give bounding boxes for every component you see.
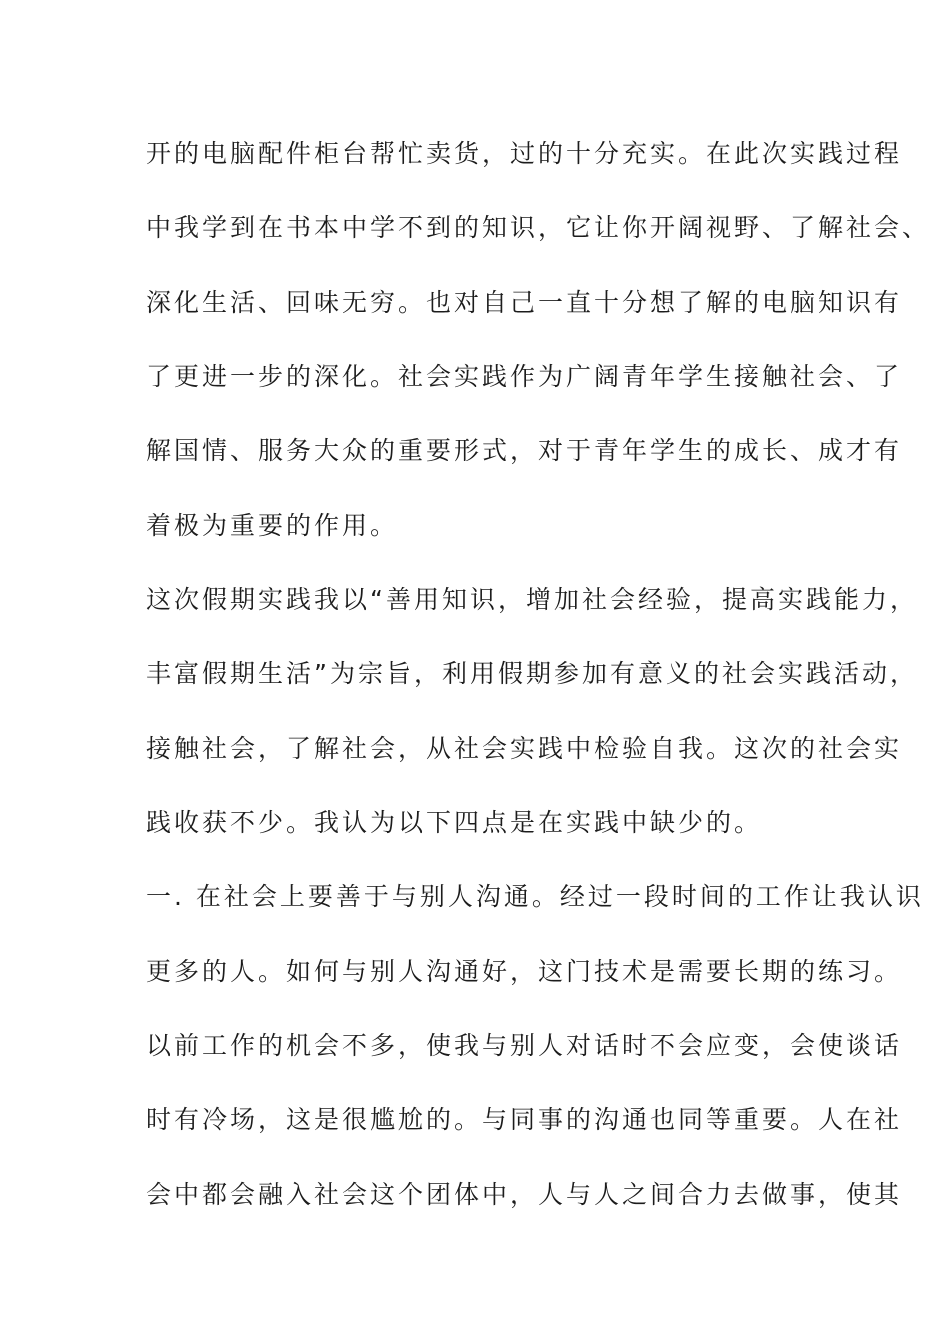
text-line: 丰富假期生活”为宗旨，利用假期参加有意义的社会实践活动， xyxy=(146,659,918,688)
text-line: 践收获不少。我认为以下四点是在实践中缺少的。 xyxy=(146,808,763,837)
text-line: 会中都会融入社会这个团体中，人与人之间合力去做事，使其 xyxy=(146,1180,903,1209)
text-line: 着极为重要的作用。 xyxy=(146,511,399,540)
text-line: 这次假期实践我以“善用知识，增加社会经验，提高实践能力， xyxy=(146,585,918,614)
text-line: 接触社会，了解社会，从社会实践中检验自我。这次的社会实 xyxy=(146,734,903,763)
text-line: 更多的人。如何与别人沟通好，这门技术是需要长期的练习。 xyxy=(146,957,903,986)
text-line: 一. 在社会上要善于与别人沟通。经过一段时间的工作让我认识 xyxy=(146,882,924,911)
text-line: 了更进一步的深化。社会实践作为广阔青年学生接触社会、了 xyxy=(146,362,903,391)
text-line: 以前工作的机会不多，使我与别人对话时不会应变，会使谈话 xyxy=(146,1031,903,1060)
text-line: 中我学到在书本中学不到的知识，它让你开阔视野、了解社会、 xyxy=(146,213,931,242)
text-line: 深化生活、回味无穷。也对自己一直十分想了解的电脑知识有 xyxy=(146,288,903,317)
text-line: 解国情、服务大众的重要形式，对于青年学生的成长、成才有 xyxy=(146,436,903,465)
text-line: 时有冷场，这是很尴尬的。与同事的沟通也同等重要。人在社 xyxy=(146,1105,903,1134)
text-line: 开的电脑配件柜台帮忙卖货，过的十分充实。在此次实践过程 xyxy=(146,139,903,168)
